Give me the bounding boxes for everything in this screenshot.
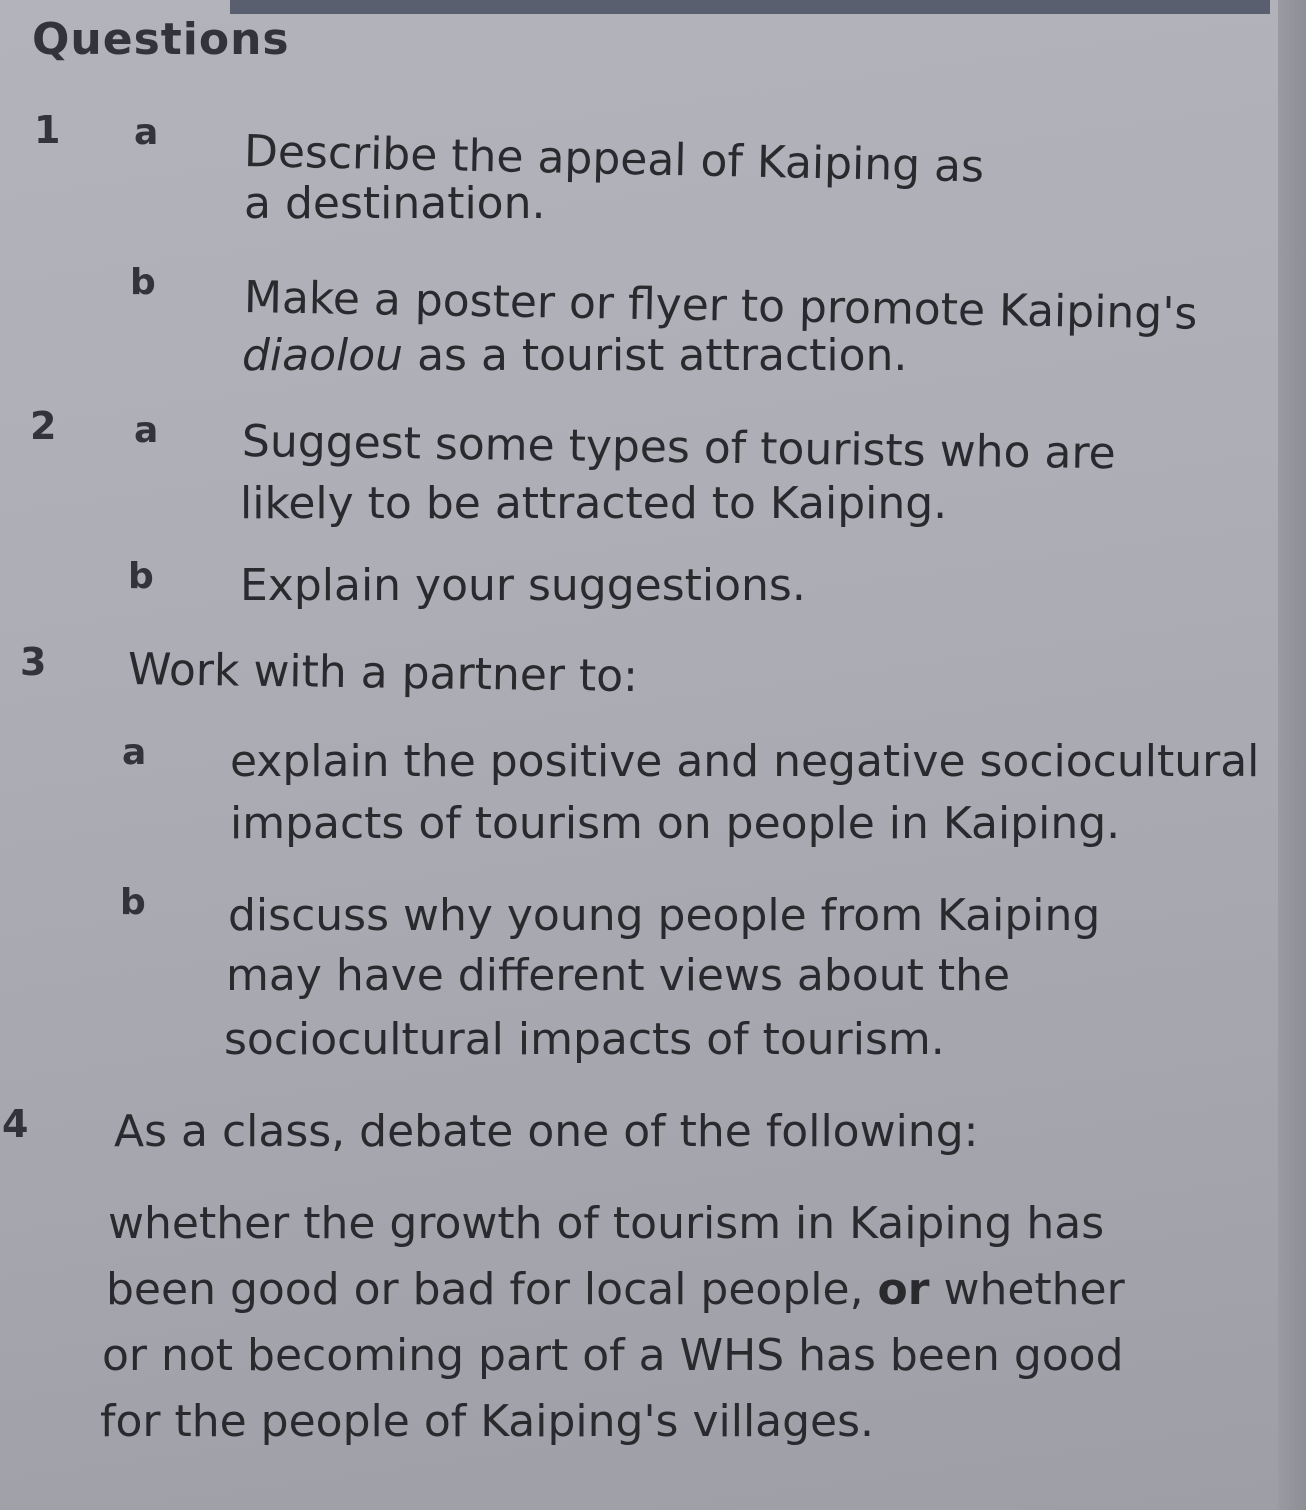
question-2-number: 2 (30, 404, 57, 448)
question-1-number: 1 (34, 108, 61, 152)
question-1a-label: a (134, 112, 159, 153)
question-4-line-3: or not becoming part of a WHS has been good (102, 1330, 1124, 1381)
question-1a-line-2: a destination. (244, 178, 546, 229)
question-3-number: 3 (20, 640, 47, 684)
diaolou-term: diaolou (242, 330, 404, 381)
question-4-line-1: whether the growth of tourism in Kaiping has (108, 1198, 1105, 1249)
question-2b-line-1: Explain your suggestions. (240, 560, 806, 611)
question-1a-line-1: Describe the appeal of Kaiping as (243, 126, 985, 193)
question-3b-line-2: may have different views about the (226, 950, 1011, 1001)
question-4-line-2-end: whether (929, 1264, 1125, 1315)
page-heading: Questions (32, 14, 290, 65)
question-2b-label: b (128, 556, 154, 597)
question-3a-line-1: explain the positive and negative sociocultural (230, 736, 1260, 787)
page-top-strip (230, 0, 1270, 14)
page-right-edge (1278, 0, 1306, 1510)
question-1b-line-2 (242, 328, 907, 384)
question-2a-line-1: Suggest some types of tourists who are (241, 416, 1116, 480)
question-2a-label: a (134, 410, 159, 451)
question-3-intro: Work with a partner to: (127, 644, 639, 703)
question-2a-line-2: likely to be attracted to Kaiping. (240, 478, 948, 529)
question-4-line-2-start: been good or bad for local people, (106, 1264, 878, 1315)
question-4-number: 4 (2, 1102, 29, 1146)
question-4-line-2 (106, 1262, 1125, 1318)
question-4-intro: As a class, debate one of the following: (114, 1106, 979, 1157)
question-3b-line-3: sociocultural impacts of tourism. (224, 1014, 945, 1065)
question-3a-label: a (122, 732, 147, 773)
question-1b-line-1: Make a poster or flyer to promote Kaiping's (243, 272, 1198, 340)
question-3b-line-1: discuss why young people from Kaiping (228, 890, 1101, 941)
question-3b-label: b (120, 882, 146, 923)
question-4-line-4: for the people of Kaiping's villages. (100, 1396, 875, 1447)
question-1b-label: b (130, 262, 156, 303)
question-1b-line-2-rest: as a tourist attraction. (403, 330, 908, 381)
question-3a-line-2: impacts of tourism on people in Kaiping. (230, 798, 1121, 849)
question-4-or-emphasis: or (877, 1264, 930, 1315)
